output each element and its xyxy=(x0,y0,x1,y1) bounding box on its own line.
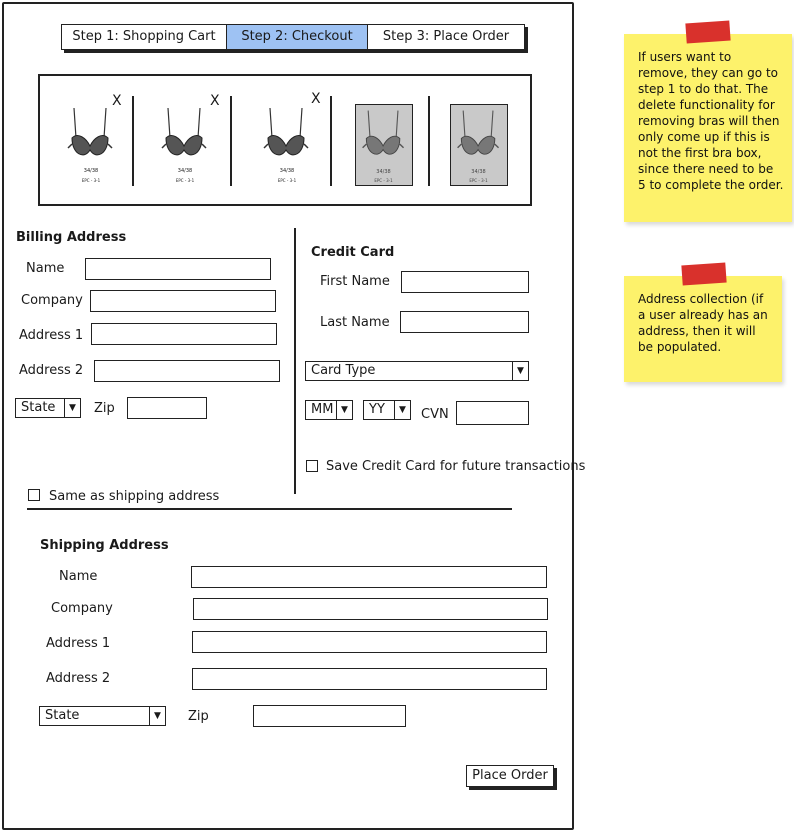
save-card-checkbox[interactable] xyxy=(306,460,318,472)
billing-company-input[interactable] xyxy=(90,290,276,312)
shipping-zip-label: Zip xyxy=(188,709,209,724)
item-divider xyxy=(428,96,430,186)
cart-item-placeholder xyxy=(355,104,413,186)
billing-state-value: State xyxy=(21,400,56,415)
chevron-down-icon: ▼ xyxy=(64,399,80,417)
remove-item-button[interactable]: X xyxy=(311,91,321,107)
place-order-button[interactable]: Place Order xyxy=(466,765,554,787)
billing-title: Billing Address xyxy=(16,230,127,245)
note-text: If users want to remove, they can go to step 1 to do that. The delete functionality for removing bras will then only come up if this is not the first bra box, since there need to be 5 to complete the order. xyxy=(638,50,784,192)
item-subcaption: EPC - 3-1 xyxy=(374,178,393,183)
shipping-address2-label: Address 2 xyxy=(46,671,111,686)
tab-place-order[interactable]: Step 3: Place Order xyxy=(367,24,525,50)
billing-name-label: Name xyxy=(26,261,65,276)
billing-zip-label: Zip xyxy=(94,401,115,416)
shipping-address1-label: Address 1 xyxy=(46,636,111,651)
billing-address2-input[interactable] xyxy=(94,360,280,382)
item-subcaption: EPC - 3-1 xyxy=(81,178,101,183)
chevron-down-icon: ▼ xyxy=(336,401,352,419)
cart-item xyxy=(62,102,120,188)
pin-icon xyxy=(681,262,726,285)
billing-name-input[interactable] xyxy=(85,258,271,280)
card-type-value: Card Type xyxy=(311,363,376,378)
last-name-label: Last Name xyxy=(320,315,390,330)
first-name-input[interactable] xyxy=(401,271,529,293)
item-caption: 34/38 xyxy=(83,168,99,174)
section-separator xyxy=(27,508,512,510)
chevron-down-icon: ▼ xyxy=(149,707,165,725)
card-type-select[interactable] xyxy=(305,361,529,381)
item-caption: 34/38 xyxy=(279,168,295,174)
item-subcaption: EPC - 3-1 xyxy=(277,178,297,183)
item-divider xyxy=(330,96,332,186)
remove-item-button[interactable]: X xyxy=(210,93,220,109)
billing-company-label: Company xyxy=(21,293,83,308)
shipping-state-value: State xyxy=(45,708,80,723)
billing-state-select[interactable] xyxy=(15,398,81,418)
cart-item xyxy=(156,102,214,188)
shipping-state-select[interactable] xyxy=(39,706,166,726)
item-caption: 34/38 xyxy=(376,169,391,175)
expiry-month-select[interactable] xyxy=(305,400,353,420)
save-card-label: Save Credit Card for future transactions xyxy=(326,459,586,474)
bra-icon xyxy=(156,102,214,188)
same-as-shipping-label: Same as shipping address xyxy=(49,489,220,504)
billing-zip-input[interactable] xyxy=(127,397,207,419)
cvn-label: CVN xyxy=(421,407,449,422)
item-divider xyxy=(132,96,134,186)
shipping-name-label: Name xyxy=(59,569,98,584)
tab-shopping-cart[interactable]: Step 1: Shopping Cart xyxy=(61,24,227,50)
bra-icon xyxy=(258,102,316,188)
shipping-address2-input[interactable] xyxy=(192,668,547,690)
item-subcaption: EPC - 3-1 xyxy=(469,178,488,183)
shipping-title: Shipping Address xyxy=(40,538,169,553)
bra-icon xyxy=(62,102,120,188)
first-name-label: First Name xyxy=(320,274,390,289)
tab-checkout[interactable]: Step 2: Checkout xyxy=(226,24,368,50)
shipping-company-label: Company xyxy=(51,601,113,616)
shipping-zip-input[interactable] xyxy=(253,705,406,727)
cart-item xyxy=(258,102,316,188)
cvn-input[interactable] xyxy=(456,401,529,425)
cart-item-placeholder xyxy=(450,104,508,186)
shipping-name-input[interactable] xyxy=(191,566,547,588)
credit-card-title: Credit Card xyxy=(311,245,395,260)
billing-address1-input[interactable] xyxy=(91,323,277,345)
last-name-input[interactable] xyxy=(400,311,529,333)
chevron-down-icon: ▼ xyxy=(512,362,528,380)
sticky-note xyxy=(624,276,782,382)
item-subcaption: EPC - 3-1 xyxy=(175,178,195,183)
item-caption: 34/38 xyxy=(177,168,193,174)
billing-address2-label: Address 2 xyxy=(19,363,84,378)
chevron-down-icon: ▼ xyxy=(394,401,410,419)
section-divider xyxy=(294,228,296,494)
shipping-company-input[interactable] xyxy=(193,598,548,620)
remove-item-button[interactable]: X xyxy=(112,93,122,109)
expiry-month-value: MM xyxy=(311,402,334,417)
shipping-address1-input[interactable] xyxy=(192,631,547,653)
same-as-shipping-checkbox[interactable] xyxy=(28,489,40,501)
note-text: Address collection (if a user already has an address, then it will be populated. xyxy=(638,292,768,354)
sticky-note xyxy=(624,34,792,222)
pin-icon xyxy=(685,20,730,43)
item-caption: 34/38 xyxy=(471,169,486,175)
billing-address1-label: Address 1 xyxy=(19,328,84,343)
expiry-year-select[interactable] xyxy=(363,400,411,420)
expiry-year-value: YY xyxy=(369,402,385,417)
item-divider xyxy=(230,96,232,186)
